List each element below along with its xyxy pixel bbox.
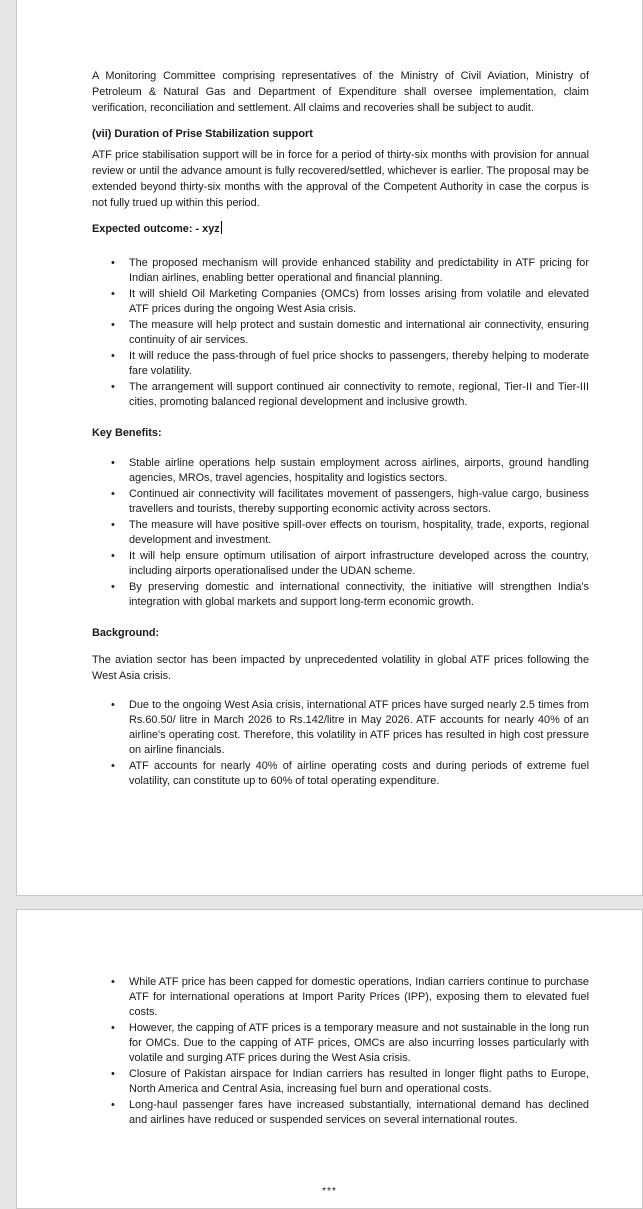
list-item: • Stable airline operations help sustain employment across airlines, airports, ground handling agencies, MROs, travel agencies, hospitality and logistics sectors. <box>129 456 589 486</box>
list-item: • While ATF price has been capped for domestic operations, Indian carriers continue to purchase ATF for international operations at Import Parity Prices (IPP), exposing them to elevated fuel costs. <box>129 975 589 1020</box>
list-item: • However, the capping of ATF prices is a temporary measure and not sustainable in the long run for OMCs. Due to the capping of ATF prices, OMCs are also incurring losses particularly with volatile and surging ATF prices during the West Asia crisis. <box>129 1021 589 1066</box>
benefits-list <box>92 456 589 610</box>
list-item: • ATF accounts for nearly 40% of airline operating costs and during periods of extreme fuel volatility, can constitute up to 60% of total operating expenditure. <box>129 759 589 789</box>
document-page-1 <box>16 0 643 896</box>
list-item: • The measure will have positive spill-over effects on tourism, hospitality, trade, exports, regional development and investment. <box>129 518 589 548</box>
text-cursor <box>221 221 222 234</box>
background-heading: Background: <box>92 627 160 639</box>
list-item: • Due to the ongoing West Asia crisis, international ATF prices have surged nearly 2.5 times from Rs.60.50/ litre in March 2026 to Rs.142/litre in May 2026. ATF accounts for nearly 40% of an airline's operating cost. Therefore, this volatility in ATF prices has resulted in high cost pressure on airline financials. <box>129 698 589 758</box>
expected-outcome-heading[interactable] <box>92 221 589 237</box>
key-benefits-heading: Key Benefits: <box>92 427 162 439</box>
outcome-list <box>92 256 589 410</box>
page-2-body <box>92 975 589 1129</box>
page-1-body <box>92 68 589 790</box>
duration-heading: (vii) Duration of Prise Stabilization support <box>92 128 313 140</box>
list-item: • Long-haul passenger fares have increased substantially, international demand has declined and airlines have reduced or suspended services on several international routes. <box>129 1098 589 1128</box>
list-item: • By preserving domestic and international connectivity, the initiative will strengthen India's integration with global markets and support long-term economic growth. <box>129 580 589 610</box>
list-item: • The arrangement will support continued air connectivity to remote, regional, Tier-II and Tier-III cities, promoting balanced regional development and inclusive growth. <box>129 380 589 410</box>
list-item: • Continued air connectivity will facilitates movement of passengers, high-value cargo, business travellers and tourists, thereby supporting economic activity across sectors. <box>129 487 589 517</box>
list-item: • The measure will help protect and sustain domestic and international air connectivity, ensuring continuity of air services. <box>129 318 589 348</box>
list-item: • Closure of Pakistan airspace for Indian carriers has resulted in longer flight paths to Europe, North America and Central Asia, increasing fuel burn and operational costs. <box>129 1067 589 1097</box>
expected-outcome-text: Expected outcome: - xyz <box>92 223 220 235</box>
list-item: • It will shield Oil Marketing Companies (OMCs) from losses arising from volatile and elevated ATF prices during the ongoing West Asia crisis. <box>129 287 589 317</box>
list-item: • The proposed mechanism will provide enhanced stability and predictability in ATF pricing for Indian airlines, enabling better operational and financial planning. <box>129 256 589 286</box>
background-list-continued <box>92 975 589 1128</box>
committee-paragraph: A Monitoring Committee comprising representatives of the Ministry of Civil Aviation, Ministry of Petroleum & Natural Gas and Department of Expenditure shall oversee implementation, claim verification, reconciliation and settlement. All claims and recoveries shall be subject to audit. <box>92 70 589 114</box>
end-marker: *** <box>322 1186 337 1197</box>
list-item: • It will reduce the pass-through of fuel price shocks to passengers, thereby helping to moderate fare volatility. <box>129 349 589 379</box>
document-page-2 <box>16 909 643 1209</box>
background-paragraph: The aviation sector has been impacted by unprecedented volatility in global ATF prices following the West Asia crisis. <box>92 654 589 682</box>
list-item: • It will help ensure optimum utilisation of airport infrastructure developed across the country, including airports operationalised under the UDAN scheme. <box>129 549 589 579</box>
duration-paragraph: ATF price stabilisation support will be in force for a period of thirty-six months with provision for annual review or until the advance amount is fully recovered/settled, whichever is earlier. The proposal may be extended beyond thirty-six months with the approval of the Competent Authority in case the corpus is not fully trued up within this period. <box>92 149 589 209</box>
background-list <box>92 698 589 789</box>
